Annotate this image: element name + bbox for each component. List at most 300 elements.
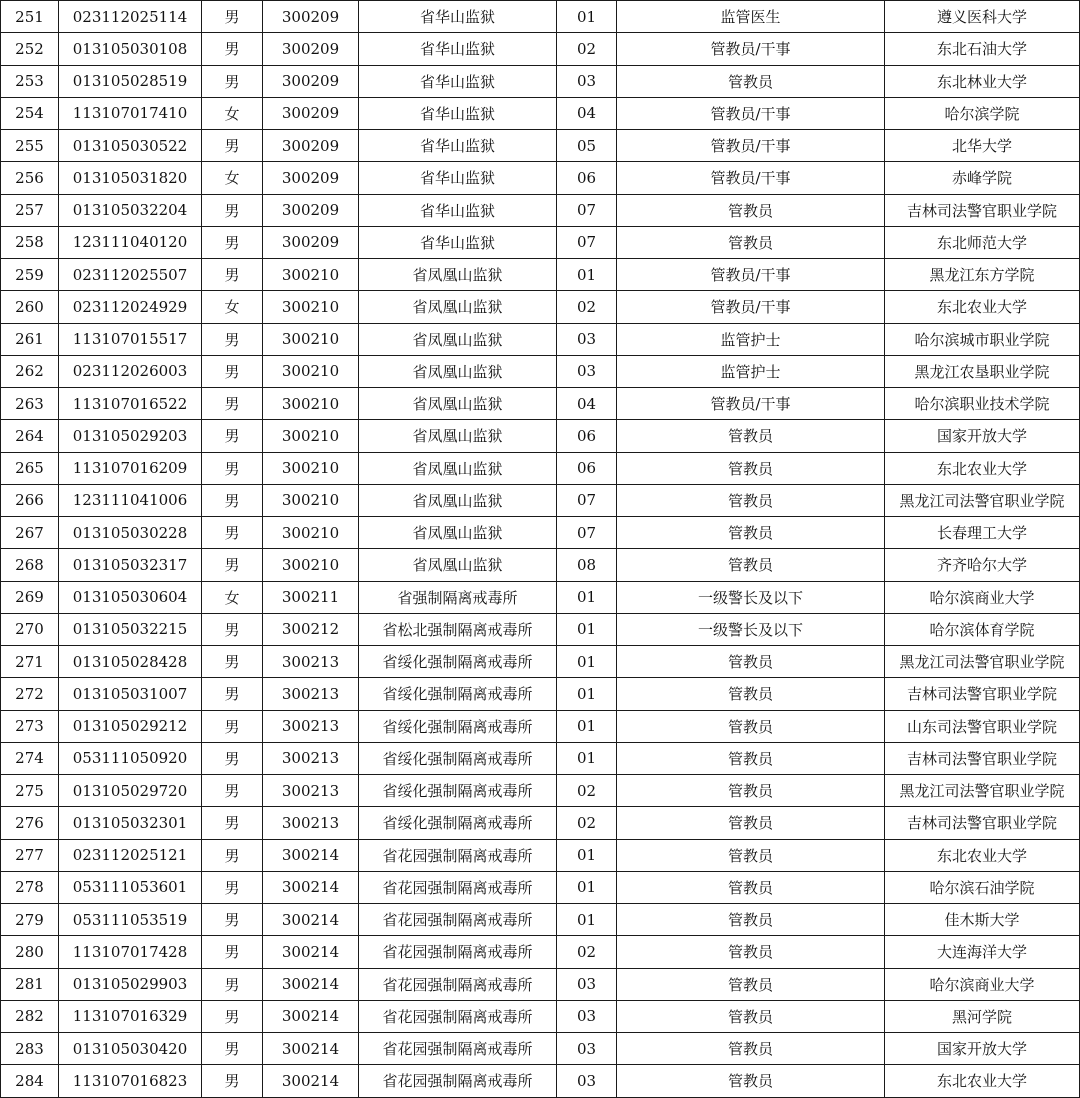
position-cell: 管教员 [617, 871, 885, 903]
table-row [1, 65, 1080, 97]
unit-name-cell: 省绥化强制隔离戒毒所 [359, 807, 557, 839]
post-code-cell: 04 [557, 388, 617, 420]
school-cell: 哈尔滨商业大学 [885, 968, 1080, 1000]
unit-name-cell: 省花园强制隔离戒毒所 [359, 1000, 557, 1032]
gender-cell: 男 [202, 646, 263, 678]
gender-cell: 男 [202, 742, 263, 774]
ticket-number-cell: 053111053519 [59, 904, 202, 936]
position-cell: 管教员 [617, 452, 885, 484]
position-cell: 管教员 [617, 936, 885, 968]
table-row [1, 871, 1080, 903]
ticket-number-cell: 013105030604 [59, 581, 202, 613]
post-code-cell: 01 [557, 904, 617, 936]
unit-name-cell: 省凤凰山监狱 [359, 517, 557, 549]
unit-name-cell: 省绥化强制隔离戒毒所 [359, 646, 557, 678]
ticket-number-cell: 013105029903 [59, 968, 202, 1000]
table-body [1, 1, 1080, 1098]
gender-cell: 男 [202, 613, 263, 645]
gender-cell: 男 [202, 194, 263, 226]
post-code-cell: 06 [557, 420, 617, 452]
position-cell: 管教员 [617, 1000, 885, 1032]
row-number-cell: 269 [1, 581, 59, 613]
post-code-cell: 01 [557, 613, 617, 645]
post-code-cell: 05 [557, 130, 617, 162]
position-cell: 管教员 [617, 1065, 885, 1097]
ticket-number-cell: 013105032317 [59, 549, 202, 581]
unit-name-cell: 省强制隔离戒毒所 [359, 581, 557, 613]
gender-cell: 男 [202, 420, 263, 452]
ticket-number-cell: 013105030228 [59, 517, 202, 549]
row-number-cell: 264 [1, 420, 59, 452]
unit-code-cell: 300211 [263, 581, 359, 613]
row-number-cell: 283 [1, 1033, 59, 1065]
unit-name-cell: 省华山监狱 [359, 162, 557, 194]
position-cell: 监管护士 [617, 355, 885, 387]
position-cell: 管教员 [617, 710, 885, 742]
post-code-cell: 03 [557, 355, 617, 387]
unit-code-cell: 300210 [263, 484, 359, 516]
table-row [1, 936, 1080, 968]
post-code-cell: 02 [557, 936, 617, 968]
row-number-cell: 265 [1, 452, 59, 484]
gender-cell: 男 [202, 871, 263, 903]
table-row [1, 968, 1080, 1000]
unit-code-cell: 300209 [263, 1, 359, 33]
school-cell: 齐齐哈尔大学 [885, 549, 1080, 581]
table-row [1, 130, 1080, 162]
gender-cell: 男 [202, 452, 263, 484]
unit-code-cell: 300209 [263, 33, 359, 65]
row-number-cell: 251 [1, 1, 59, 33]
table-row [1, 678, 1080, 710]
unit-code-cell: 300209 [263, 194, 359, 226]
school-cell: 吉林司法警官职业学院 [885, 742, 1080, 774]
table-row [1, 581, 1080, 613]
table-row [1, 452, 1080, 484]
school-cell: 东北农业大学 [885, 839, 1080, 871]
gender-cell: 女 [202, 581, 263, 613]
unit-name-cell: 省花园强制隔离戒毒所 [359, 1065, 557, 1097]
ticket-number-cell: 113107016209 [59, 452, 202, 484]
gender-cell: 男 [202, 484, 263, 516]
unit-code-cell: 300214 [263, 1000, 359, 1032]
ticket-number-cell: 113107015517 [59, 323, 202, 355]
position-cell: 管教员 [617, 549, 885, 581]
school-cell: 东北师范大学 [885, 226, 1080, 258]
position-cell: 管教员/干事 [617, 130, 885, 162]
ticket-number-cell: 013105028519 [59, 65, 202, 97]
position-cell: 管教员 [617, 742, 885, 774]
gender-cell: 男 [202, 1033, 263, 1065]
unit-code-cell: 300214 [263, 871, 359, 903]
school-cell: 东北农业大学 [885, 1065, 1080, 1097]
row-number-cell: 259 [1, 259, 59, 291]
post-code-cell: 02 [557, 807, 617, 839]
gender-cell: 男 [202, 130, 263, 162]
unit-code-cell: 300210 [263, 323, 359, 355]
table-row [1, 97, 1080, 129]
unit-name-cell: 省凤凰山监狱 [359, 484, 557, 516]
row-number-cell: 273 [1, 710, 59, 742]
unit-name-cell: 省凤凰山监狱 [359, 452, 557, 484]
gender-cell: 男 [202, 226, 263, 258]
row-number-cell: 260 [1, 291, 59, 323]
table-row [1, 355, 1080, 387]
school-cell: 吉林司法警官职业学院 [885, 807, 1080, 839]
row-number-cell: 280 [1, 936, 59, 968]
post-code-cell: 03 [557, 323, 617, 355]
ticket-number-cell: 013105032301 [59, 807, 202, 839]
school-cell: 赤峰学院 [885, 162, 1080, 194]
position-cell: 管教员 [617, 65, 885, 97]
unit-name-cell: 省凤凰山监狱 [359, 259, 557, 291]
unit-code-cell: 300213 [263, 807, 359, 839]
unit-name-cell: 省花园强制隔离戒毒所 [359, 936, 557, 968]
school-cell: 国家开放大学 [885, 1033, 1080, 1065]
table-row [1, 484, 1080, 516]
table-row [1, 775, 1080, 807]
row-number-cell: 271 [1, 646, 59, 678]
position-cell: 管教员 [617, 807, 885, 839]
ticket-number-cell: 013105030108 [59, 33, 202, 65]
unit-name-cell: 省凤凰山监狱 [359, 388, 557, 420]
school-cell: 哈尔滨学院 [885, 97, 1080, 129]
ticket-number-cell: 123111041006 [59, 484, 202, 516]
gender-cell: 男 [202, 807, 263, 839]
unit-code-cell: 300210 [263, 388, 359, 420]
position-cell: 监管护士 [617, 323, 885, 355]
unit-name-cell: 省花园强制隔离戒毒所 [359, 968, 557, 1000]
ticket-number-cell: 113107017428 [59, 936, 202, 968]
unit-name-cell: 省花园强制隔离戒毒所 [359, 904, 557, 936]
row-number-cell: 255 [1, 130, 59, 162]
ticket-number-cell: 113107016522 [59, 388, 202, 420]
gender-cell: 男 [202, 517, 263, 549]
position-cell: 管教员/干事 [617, 97, 885, 129]
unit-name-cell: 省花园强制隔离戒毒所 [359, 1033, 557, 1065]
school-cell: 大连海洋大学 [885, 936, 1080, 968]
gender-cell: 男 [202, 678, 263, 710]
unit-code-cell: 300213 [263, 646, 359, 678]
ticket-number-cell: 113107017410 [59, 97, 202, 129]
table-row [1, 742, 1080, 774]
gender-cell: 男 [202, 1, 263, 33]
position-cell: 管教员 [617, 839, 885, 871]
school-cell: 黑龙江农垦职业学院 [885, 355, 1080, 387]
table-row [1, 291, 1080, 323]
unit-name-cell: 省凤凰山监狱 [359, 549, 557, 581]
unit-code-cell: 300210 [263, 517, 359, 549]
row-number-cell: 276 [1, 807, 59, 839]
row-number-cell: 272 [1, 678, 59, 710]
table-row [1, 807, 1080, 839]
position-cell: 监管医生 [617, 1, 885, 33]
unit-name-cell: 省凤凰山监狱 [359, 291, 557, 323]
position-cell: 管教员 [617, 775, 885, 807]
school-cell: 哈尔滨商业大学 [885, 581, 1080, 613]
school-cell: 东北石油大学 [885, 33, 1080, 65]
table-row [1, 613, 1080, 645]
ticket-number-cell: 113107016823 [59, 1065, 202, 1097]
unit-name-cell: 省华山监狱 [359, 130, 557, 162]
ticket-number-cell: 013105030522 [59, 130, 202, 162]
row-number-cell: 274 [1, 742, 59, 774]
school-cell: 黑龙江司法警官职业学院 [885, 646, 1080, 678]
position-cell: 管教员/干事 [617, 259, 885, 291]
gender-cell: 男 [202, 549, 263, 581]
school-cell: 东北林业大学 [885, 65, 1080, 97]
table-row [1, 549, 1080, 581]
unit-code-cell: 300212 [263, 613, 359, 645]
table-row [1, 33, 1080, 65]
unit-code-cell: 300210 [263, 452, 359, 484]
ticket-number-cell: 013105032215 [59, 613, 202, 645]
school-cell: 佳木斯大学 [885, 904, 1080, 936]
position-cell: 管教员 [617, 484, 885, 516]
post-code-cell: 01 [557, 742, 617, 774]
unit-name-cell: 省华山监狱 [359, 65, 557, 97]
ticket-number-cell: 023112025507 [59, 259, 202, 291]
post-code-cell: 03 [557, 1065, 617, 1097]
gender-cell: 男 [202, 775, 263, 807]
unit-name-cell: 省华山监狱 [359, 33, 557, 65]
position-cell: 管教员 [617, 1033, 885, 1065]
gender-cell: 男 [202, 355, 263, 387]
post-code-cell: 08 [557, 549, 617, 581]
post-code-cell: 01 [557, 646, 617, 678]
post-code-cell: 02 [557, 33, 617, 65]
unit-code-cell: 300213 [263, 678, 359, 710]
unit-name-cell: 省华山监狱 [359, 97, 557, 129]
unit-code-cell: 300213 [263, 775, 359, 807]
unit-code-cell: 300214 [263, 936, 359, 968]
row-number-cell: 263 [1, 388, 59, 420]
ticket-number-cell: 013105030420 [59, 1033, 202, 1065]
unit-code-cell: 300209 [263, 65, 359, 97]
ticket-number-cell: 023112025114 [59, 1, 202, 33]
school-cell: 北华大学 [885, 130, 1080, 162]
unit-name-cell: 省凤凰山监狱 [359, 355, 557, 387]
ticket-number-cell: 023112025121 [59, 839, 202, 871]
table-row [1, 162, 1080, 194]
position-cell: 一级警长及以下 [617, 613, 885, 645]
ticket-number-cell: 113107016329 [59, 1000, 202, 1032]
unit-name-cell: 省凤凰山监狱 [359, 323, 557, 355]
unit-code-cell: 300214 [263, 968, 359, 1000]
gender-cell: 男 [202, 388, 263, 420]
unit-name-cell: 省花园强制隔离戒毒所 [359, 871, 557, 903]
position-cell: 管教员/干事 [617, 388, 885, 420]
row-number-cell: 284 [1, 1065, 59, 1097]
school-cell: 黑龙江东方学院 [885, 259, 1080, 291]
row-number-cell: 256 [1, 162, 59, 194]
post-code-cell: 07 [557, 484, 617, 516]
gender-cell: 男 [202, 33, 263, 65]
table-row [1, 839, 1080, 871]
unit-code-cell: 300214 [263, 1065, 359, 1097]
gender-cell: 女 [202, 162, 263, 194]
table-row [1, 710, 1080, 742]
school-cell: 黑龙江司法警官职业学院 [885, 484, 1080, 516]
school-cell: 东北农业大学 [885, 291, 1080, 323]
position-cell: 管教员/干事 [617, 291, 885, 323]
position-cell: 管教员 [617, 678, 885, 710]
ticket-number-cell: 013105029212 [59, 710, 202, 742]
table-row [1, 1065, 1080, 1097]
unit-code-cell: 300213 [263, 742, 359, 774]
post-code-cell: 07 [557, 194, 617, 226]
post-code-cell: 01 [557, 871, 617, 903]
school-cell: 哈尔滨体育学院 [885, 613, 1080, 645]
post-code-cell: 01 [557, 710, 617, 742]
school-cell: 长春理工大学 [885, 517, 1080, 549]
post-code-cell: 07 [557, 226, 617, 258]
ticket-number-cell: 023112024929 [59, 291, 202, 323]
table-row [1, 194, 1080, 226]
table-row [1, 517, 1080, 549]
school-cell: 遵义医科大学 [885, 1, 1080, 33]
position-cell: 管教员/干事 [617, 162, 885, 194]
row-number-cell: 262 [1, 355, 59, 387]
unit-code-cell: 300210 [263, 291, 359, 323]
unit-name-cell: 省华山监狱 [359, 226, 557, 258]
table-row [1, 904, 1080, 936]
position-cell: 管教员 [617, 904, 885, 936]
table-row [1, 388, 1080, 420]
unit-name-cell: 省凤凰山监狱 [359, 420, 557, 452]
row-number-cell: 270 [1, 613, 59, 645]
post-code-cell: 04 [557, 97, 617, 129]
row-number-cell: 254 [1, 97, 59, 129]
table-row [1, 1, 1080, 33]
row-number-cell: 268 [1, 549, 59, 581]
position-cell: 管教员 [617, 968, 885, 1000]
gender-cell: 男 [202, 904, 263, 936]
table-row [1, 259, 1080, 291]
position-cell: 管教员 [617, 194, 885, 226]
unit-code-cell: 300210 [263, 549, 359, 581]
gender-cell: 男 [202, 1065, 263, 1097]
unit-code-cell: 300209 [263, 226, 359, 258]
school-cell: 哈尔滨城市职业学院 [885, 323, 1080, 355]
school-cell: 山东司法警官职业学院 [885, 710, 1080, 742]
position-cell: 管教员 [617, 226, 885, 258]
position-cell: 管教员/干事 [617, 33, 885, 65]
ticket-number-cell: 013105029203 [59, 420, 202, 452]
row-number-cell: 267 [1, 517, 59, 549]
gender-cell: 男 [202, 1000, 263, 1032]
unit-name-cell: 省绥化强制隔离戒毒所 [359, 678, 557, 710]
gender-cell: 男 [202, 259, 263, 291]
unit-name-cell: 省松北强制隔离戒毒所 [359, 613, 557, 645]
unit-name-cell: 省华山监狱 [359, 1, 557, 33]
gender-cell: 女 [202, 291, 263, 323]
unit-name-cell: 省绥化强制隔离戒毒所 [359, 710, 557, 742]
school-cell: 黑河学院 [885, 1000, 1080, 1032]
row-number-cell: 277 [1, 839, 59, 871]
ticket-number-cell: 023112026003 [59, 355, 202, 387]
row-number-cell: 279 [1, 904, 59, 936]
row-number-cell: 261 [1, 323, 59, 355]
unit-code-cell: 300210 [263, 259, 359, 291]
ticket-number-cell: 013105032204 [59, 194, 202, 226]
gender-cell: 男 [202, 323, 263, 355]
gender-cell: 男 [202, 710, 263, 742]
post-code-cell: 03 [557, 1033, 617, 1065]
school-cell: 吉林司法警官职业学院 [885, 678, 1080, 710]
position-cell: 管教员 [617, 420, 885, 452]
position-cell: 管教员 [617, 517, 885, 549]
row-number-cell: 253 [1, 65, 59, 97]
unit-name-cell: 省绥化强制隔离戒毒所 [359, 742, 557, 774]
gender-cell: 男 [202, 968, 263, 1000]
post-code-cell: 01 [557, 581, 617, 613]
ticket-number-cell: 013105029720 [59, 775, 202, 807]
ticket-number-cell: 053111050920 [59, 742, 202, 774]
table-row [1, 646, 1080, 678]
post-code-cell: 03 [557, 1000, 617, 1032]
ticket-number-cell: 123111040120 [59, 226, 202, 258]
table-row [1, 323, 1080, 355]
post-code-cell: 03 [557, 968, 617, 1000]
unit-code-cell: 300214 [263, 1033, 359, 1065]
row-number-cell: 258 [1, 226, 59, 258]
row-number-cell: 266 [1, 484, 59, 516]
gender-cell: 男 [202, 936, 263, 968]
unit-code-cell: 300214 [263, 904, 359, 936]
unit-code-cell: 300209 [263, 130, 359, 162]
unit-code-cell: 300213 [263, 710, 359, 742]
post-code-cell: 02 [557, 291, 617, 323]
table-row [1, 1000, 1080, 1032]
post-code-cell: 03 [557, 65, 617, 97]
post-code-cell: 01 [557, 678, 617, 710]
post-code-cell: 01 [557, 839, 617, 871]
position-cell: 管教员 [617, 646, 885, 678]
row-number-cell: 282 [1, 1000, 59, 1032]
ticket-number-cell: 013105028428 [59, 646, 202, 678]
table-row [1, 226, 1080, 258]
ticket-number-cell: 013105031820 [59, 162, 202, 194]
unit-code-cell: 300210 [263, 355, 359, 387]
gender-cell: 女 [202, 97, 263, 129]
post-code-cell: 06 [557, 452, 617, 484]
table-row [1, 420, 1080, 452]
row-number-cell: 275 [1, 775, 59, 807]
post-code-cell: 02 [557, 775, 617, 807]
school-cell: 东北农业大学 [885, 452, 1080, 484]
position-cell: 一级警长及以下 [617, 581, 885, 613]
gender-cell: 男 [202, 839, 263, 871]
post-code-cell: 06 [557, 162, 617, 194]
unit-name-cell: 省绥化强制隔离戒毒所 [359, 775, 557, 807]
school-cell: 哈尔滨石油学院 [885, 871, 1080, 903]
unit-name-cell: 省花园强制隔离戒毒所 [359, 839, 557, 871]
school-cell: 黑龙江司法警官职业学院 [885, 775, 1080, 807]
unit-code-cell: 300209 [263, 97, 359, 129]
row-number-cell: 252 [1, 33, 59, 65]
post-code-cell: 07 [557, 517, 617, 549]
ticket-number-cell: 053111053601 [59, 871, 202, 903]
unit-code-cell: 300214 [263, 839, 359, 871]
unit-code-cell: 300209 [263, 162, 359, 194]
ticket-number-cell: 013105031007 [59, 678, 202, 710]
school-cell: 吉林司法警官职业学院 [885, 194, 1080, 226]
unit-name-cell: 省华山监狱 [359, 194, 557, 226]
row-number-cell: 278 [1, 871, 59, 903]
table-row [1, 1033, 1080, 1065]
unit-code-cell: 300210 [263, 420, 359, 452]
